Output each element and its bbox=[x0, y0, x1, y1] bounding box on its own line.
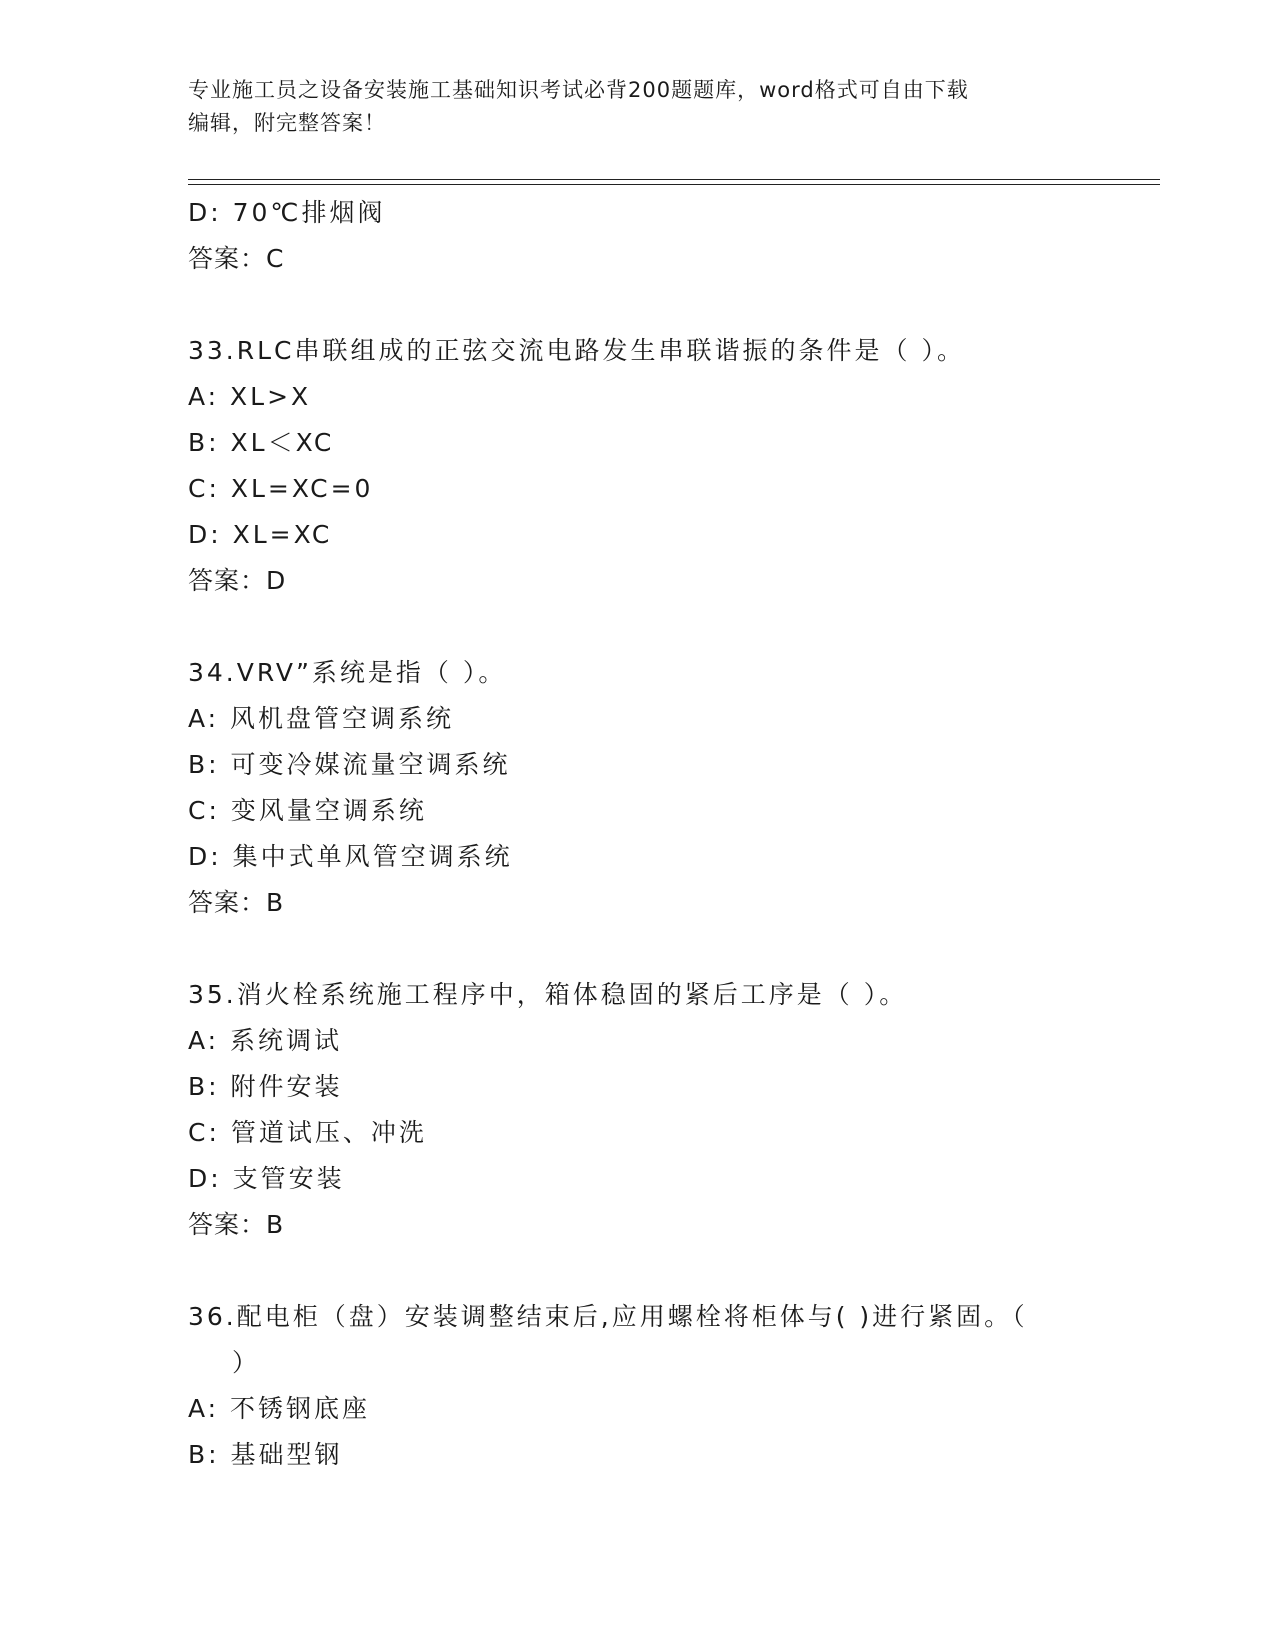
q35-option-b: B: 附件安装 bbox=[188, 1072, 343, 1101]
spacer bbox=[188, 604, 1148, 650]
q35-answer: 答案：B bbox=[188, 1210, 285, 1239]
header-title-line-1: 专业施工员之设备安装施工基础知识考试必背200题题库，word格式可自由下载 bbox=[188, 78, 969, 102]
q35-option-c: C: 管道试压、冲洗 bbox=[188, 1118, 427, 1147]
prev-option-d: D: 70℃排烟阀 bbox=[188, 198, 386, 227]
q34-answer: 答案：B bbox=[188, 888, 285, 917]
prev-answer: 答案：C bbox=[188, 244, 285, 273]
document-header bbox=[188, 74, 1088, 140]
question-list bbox=[188, 190, 1148, 1478]
q34-option-c: C: 变风量空调系统 bbox=[188, 796, 427, 825]
question-34: 34.VRV”系统是指（ ）。 bbox=[188, 658, 507, 687]
q33-option-c: C: XL=XC=0 bbox=[188, 474, 374, 503]
spacer bbox=[188, 926, 1148, 972]
q36-option-a: A: 不锈钢底座 bbox=[188, 1394, 371, 1423]
question-36-continuation: ） bbox=[232, 1348, 261, 1377]
question-35: 35.消火栓系统施工程序中，箱体稳固的紧后工序是（ ）。 bbox=[188, 980, 908, 1009]
q33-answer: 答案：D bbox=[188, 566, 287, 595]
header-divider bbox=[188, 179, 1160, 185]
q34-option-d: D: 集中式单风管空调系统 bbox=[188, 842, 513, 871]
header-title-line-2: 编辑，附完整答案！ bbox=[188, 111, 386, 135]
q33-option-d: D: XL=XC bbox=[188, 520, 333, 549]
q33-option-b: B: XL＜XC bbox=[188, 428, 335, 457]
q35-option-d: D: 支管安装 bbox=[188, 1164, 345, 1193]
spacer bbox=[188, 282, 1148, 328]
q33-option-a: A: XL>X bbox=[188, 382, 312, 411]
q34-option-b: B: 可变冷媒流量空调系统 bbox=[188, 750, 511, 779]
question-33: 33.RLC串联组成的正弦交流电路发生串联谐振的条件是（ ）。 bbox=[188, 336, 965, 365]
q36-option-b: B: 基础型钢 bbox=[188, 1440, 343, 1469]
spacer bbox=[188, 1248, 1148, 1294]
q35-option-a: A: 系统调试 bbox=[188, 1026, 343, 1055]
q34-option-a: A: 风机盘管空调系统 bbox=[188, 704, 455, 733]
question-36: 36.配电柜（盘）安装调整结束后,应用螺栓将柜体与( )进行紧固。（ bbox=[188, 1302, 1028, 1331]
